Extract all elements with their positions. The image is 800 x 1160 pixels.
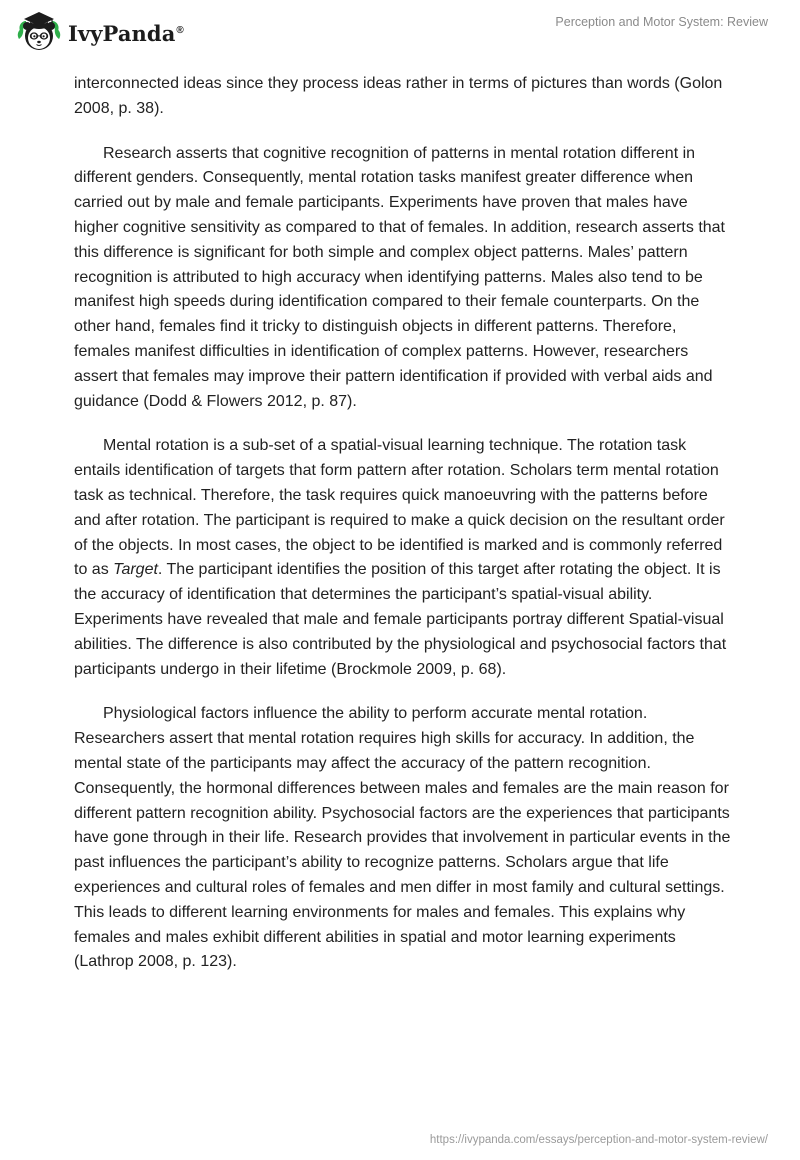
paragraph-3 [74, 434, 734, 682]
ivypanda-logo[interactable] [16, 8, 184, 56]
paragraph-1: interconnected ideas since they process ideas rather in terms of pictures than words (Golon 2008, p. 38). [74, 75, 723, 117]
target-term: Target [113, 561, 158, 579]
source-url[interactable]: https://ivypanda.com/essays/perception-and-motor-system-review/ [429, 1134, 768, 1146]
document-title: Perception and Motor System: Review [555, 15, 768, 29]
paragraph-2: Research asserts that cognitive recognition of patterns in mental rotation different in different genders. Consequently, mental rotation tasks manifest greater difference when carried out by male and female participants. Experiments have proven that males have higher cognitive sensitivity as compared to that of females. In addition, research asserts that this difference is significant for both simple and complex object patterns. Males’ pattern recognition is attributed to high accuracy when identifying patterns. Males also tend to be manifest high speeds during identification compared to their female counterparts. On the other hand, females find it tricky to distinguish objects in different patterns. Therefore, females manifest difficulties in identification of complex patterns. However, researchers assert that females may improve their pattern identification if provided with verbal aids and guidance (Dodd & Flowers 2012, p. 87). [74, 144, 725, 410]
registered-mark: ® [176, 24, 184, 36]
brand-label: IvyPanda [68, 20, 176, 46]
panda-graduate-icon [16, 9, 62, 55]
page-header [0, 0, 800, 70]
brand-name [68, 21, 184, 46]
paragraph-4: Physiological factors influence the ability to perform accurate mental rotation. Researchers assert that mental rotation requires high skills for accuracy. In addition, the mental state of the participants may affect the accuracy of the pattern recognition. Consequently, the hormonal differences between males and females are the main reason for different pattern recognition ability. Psychosocial factors are the experiences that participants have gone through in their life. Research provides that involvement in particular events in the past influences the participant’s ability to recognize patterns. Scholars argue that life experiences and cultural roles of females and men differ in most family and cultural settings. This leads to different learning environments for males and females. This explains why females and males exhibit different abilities in spatial and motor learning experiments (Lathrop 2008, p. 123). [74, 705, 731, 971]
paragraph-3-part-1: Mental rotation is a sub-set of a spatial-visual learning technique. The rotation task entails identification of targets that form pattern after rotation. Scholars term mental rotation task as technical. Therefore, the task requires quick manoeuvring with the patterns before and after rotation. The participant is required to make a quick decision on the resultant order of the objects. In most cases, the object to be identified is marked and is commonly referred to as [74, 437, 725, 579]
paragraph-3-part-2: . The participant identifies the position of this target after rotating the object. It is the accuracy of identification that determines the participant’s spatial-visual ability. Experiments have revealed that male and female participants portray different Spatial-visual abilities. The difference is also contributed by the physiological and psychosocial factors that participants undergo in their lifetime (Brockmole 2009, p. 68). [74, 561, 727, 678]
essay-body [74, 72, 734, 995]
